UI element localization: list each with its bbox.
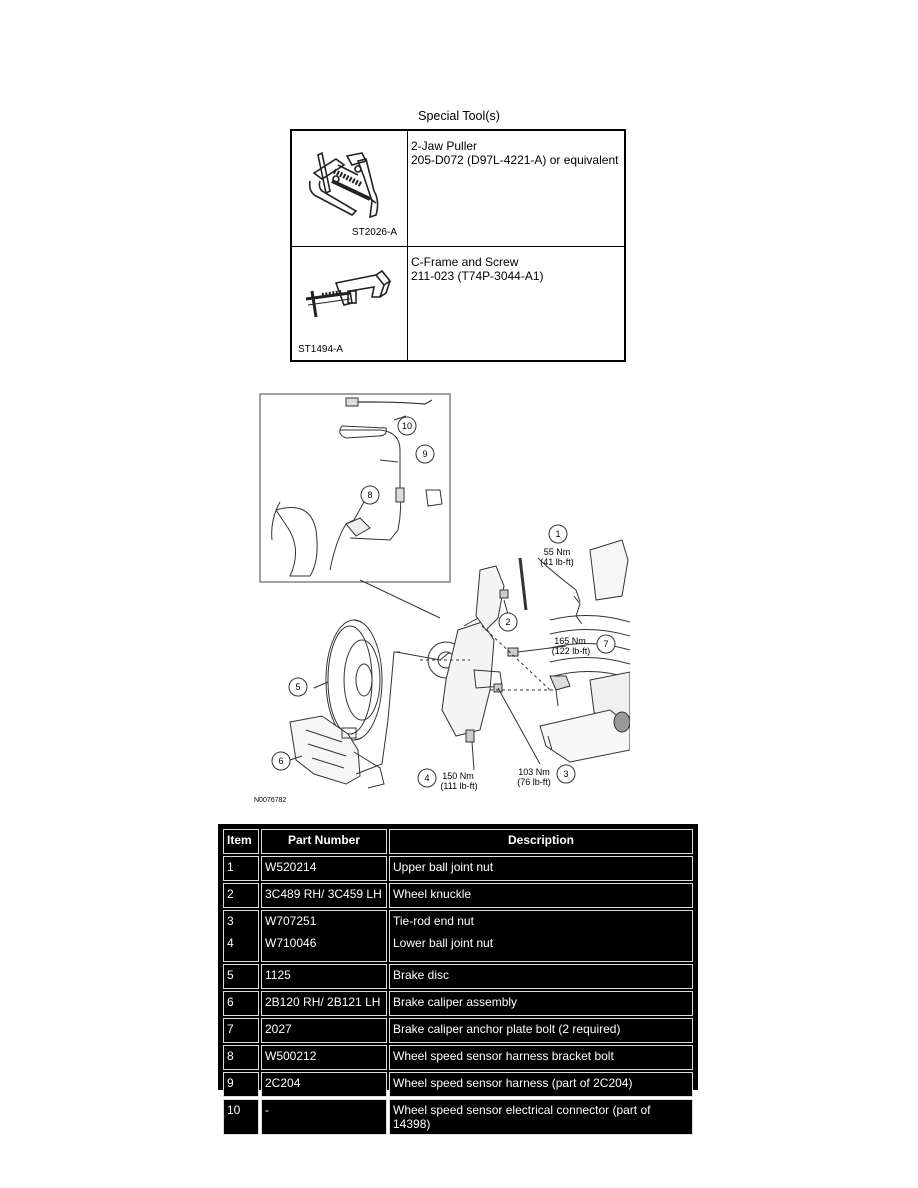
figure-id: N0076782 — [254, 797, 287, 804]
table-row — [223, 883, 693, 908]
item-cell: 9 — [223, 1072, 259, 1097]
table-row — [223, 910, 693, 962]
table-row — [223, 856, 693, 881]
special-tools-table — [290, 129, 626, 362]
description-cell — [389, 910, 693, 962]
tool-spec: 211-023 (T74P-3044-A1) — [411, 269, 544, 283]
column-header-part-number: Part Number — [261, 829, 387, 854]
item-cell: 8 — [223, 1045, 259, 1070]
part-number-cell: 2027 — [261, 1018, 387, 1043]
torque-value: 103 Nm — [518, 767, 550, 777]
description-cell: Brake caliper assembly — [389, 991, 693, 1016]
callout-number: 8 — [367, 490, 373, 500]
part-number-cell: 3C489 RH/ 3C459 LH — [261, 883, 387, 908]
callout-number: 6 — [278, 756, 284, 766]
item-cell: 7 — [223, 1018, 259, 1043]
tool-row — [292, 131, 624, 247]
description-cell: Brake caliper anchor plate bolt (2 required) — [389, 1018, 693, 1043]
description-cell: Wheel speed sensor harness bracket bolt — [389, 1045, 693, 1070]
item-cell: 5 — [223, 964, 259, 989]
torque-value-imperial: (76 lb-ft) — [517, 777, 551, 787]
torque-value-imperial: (41 lb-ft) — [540, 557, 574, 567]
tool-name: 2-Jaw Puller — [411, 139, 478, 153]
table-row — [223, 964, 693, 989]
tool-illustration — [292, 247, 408, 360]
callout-number: 7 — [603, 639, 609, 649]
tool-code: ST2026-A — [351, 227, 397, 238]
description-cell: Brake disc — [389, 964, 693, 989]
suspension-exploded-diagram — [250, 390, 630, 810]
callout-number: 1 — [555, 529, 561, 539]
tool-spec: 205-D072 (D97L-4221-A) or equivalent — [411, 153, 619, 167]
item-cell — [223, 910, 259, 962]
item-cell: 1 — [223, 856, 259, 881]
part-number-value: W707251 — [265, 914, 317, 928]
tool-code: ST1494-A — [298, 344, 344, 355]
parts-table — [218, 824, 698, 1131]
item-cell: 10 — [223, 1099, 259, 1135]
torque-value-imperial: (122 lb-ft) — [551, 646, 591, 656]
table-row — [223, 1072, 693, 1097]
part-number-cell: W500212 — [261, 1045, 387, 1070]
torque-value: 150 Nm — [442, 771, 474, 781]
description-value: Tie-rod end nut — [393, 914, 474, 928]
tool-illustration — [292, 131, 408, 246]
item-value: 3 — [227, 914, 234, 928]
torque-value: 55 Nm — [543, 547, 571, 557]
column-header-item: Item — [223, 829, 259, 854]
item-cell: 2 — [223, 883, 259, 908]
parts-table-grid — [221, 827, 695, 1137]
table-row — [223, 1099, 693, 1135]
description-cell: Wheel speed sensor harness (part of 2C204) — [389, 1072, 693, 1097]
description-value: Lower ball joint nut — [393, 936, 494, 950]
tool-description — [411, 139, 618, 167]
torque-value-imperial: (111 lb-ft) — [440, 781, 478, 791]
special-tools-caption: Special Tool(s) — [418, 109, 500, 123]
part-number-cell — [261, 910, 387, 962]
column-header-description: Description — [389, 829, 693, 854]
callout-number: 4 — [424, 773, 430, 783]
callout-number: 3 — [563, 769, 569, 779]
part-number-cell: 2C204 — [261, 1072, 387, 1097]
suspension-illustration — [250, 390, 630, 810]
callout-number: 2 — [505, 617, 511, 627]
item-value: 4 — [227, 936, 234, 950]
tool-description — [411, 255, 544, 283]
part-number-cell: 2B120 RH/ 2B121 LH — [261, 991, 387, 1016]
table-row — [223, 991, 693, 1016]
table-row — [223, 1018, 693, 1043]
torque-value: 165 Nm — [554, 636, 586, 646]
callout-number: 9 — [422, 449, 428, 459]
tool-row — [292, 247, 624, 360]
part-number-cell: 1125 — [261, 964, 387, 989]
description-cell: Wheel speed sensor electrical connector (part of 14398) — [389, 1099, 693, 1135]
callout-number: 5 — [295, 682, 301, 692]
description-cell: Wheel knuckle — [389, 883, 693, 908]
tool-name: C-Frame and Screw — [411, 255, 519, 269]
part-number-value: W710046 — [265, 936, 317, 950]
part-number-cell: W520214 — [261, 856, 387, 881]
table-row — [223, 1045, 693, 1070]
item-cell: 6 — [223, 991, 259, 1016]
part-number-cell: - — [261, 1099, 387, 1135]
callout-number: 10 — [401, 421, 412, 431]
table-header-row — [223, 829, 693, 854]
description-cell: Upper ball joint nut — [389, 856, 693, 881]
